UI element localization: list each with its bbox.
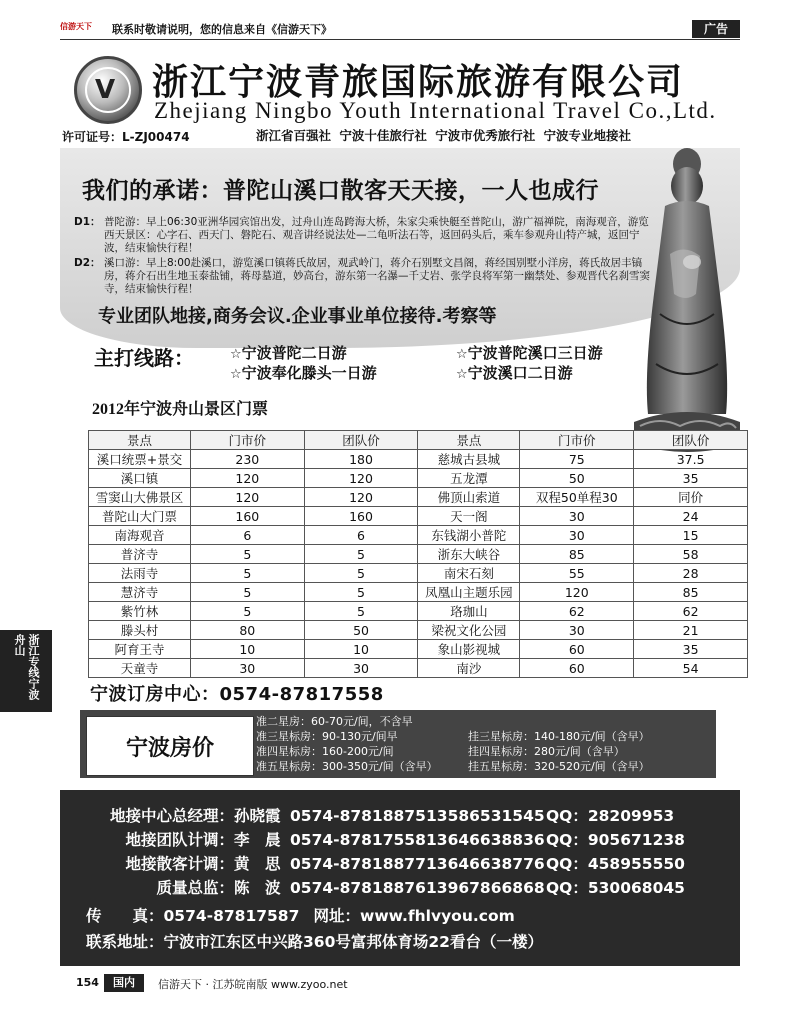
qq-label: QQ： xyxy=(546,807,588,825)
contact-phone: 0574-87818876 xyxy=(290,879,426,897)
scenic-spot-cell: 法雨寺 xyxy=(89,564,191,583)
price-cell: 5 xyxy=(190,564,304,583)
rate-line xyxy=(256,714,712,729)
price-cell: 5 xyxy=(190,583,304,602)
website-label: 网址： xyxy=(313,907,361,925)
contact-name: 李 晨 xyxy=(234,831,281,849)
fax-number: 0574-87817587 xyxy=(163,907,300,925)
price-cell: 15 xyxy=(634,526,748,545)
star-icon: ☆ xyxy=(230,347,242,362)
address-row xyxy=(86,930,543,952)
route-item xyxy=(456,342,603,363)
page-number: 154 xyxy=(76,976,99,989)
table-row xyxy=(89,602,748,621)
price-cell: 160 xyxy=(304,507,418,526)
contact-qq xyxy=(546,876,685,898)
section-tag: 国内 xyxy=(104,974,144,992)
table-row xyxy=(89,659,748,678)
qq-number: 458955550 xyxy=(587,855,685,873)
scenic-spot-cell: 象山影视城 xyxy=(418,640,520,659)
price-cell: 85 xyxy=(634,583,748,602)
scenic-spot-cell: 慧济寺 xyxy=(89,583,191,602)
contact-phone: 0574-87818875 xyxy=(290,807,426,825)
price-cell: 120 xyxy=(304,488,418,507)
page-footer xyxy=(60,974,740,992)
contact-title: 质量总监： xyxy=(156,879,234,897)
price-cell: 30 xyxy=(190,659,304,678)
price-cell: 6 xyxy=(190,526,304,545)
price-cell: 双程50单程30 xyxy=(520,488,634,507)
route-item xyxy=(230,362,377,383)
rate-item: 挂五星标房：320-520元/间（含早） xyxy=(468,760,650,773)
scenic-spot-cell: 雪窦山大佛景区 xyxy=(89,488,191,507)
price-cell: 58 xyxy=(634,545,748,564)
price-cell: 5 xyxy=(304,564,418,583)
scenic-spot-cell: 天一阁 xyxy=(418,507,520,526)
rate-item: 准五星标房：300-350元/间（含早） xyxy=(256,760,438,773)
fax-row xyxy=(86,904,515,926)
price-cell: 160 xyxy=(190,507,304,526)
contact-phone: 0574-87818877 xyxy=(290,855,426,873)
price-cell: 5 xyxy=(304,602,418,621)
price-cell: 6 xyxy=(304,526,418,545)
column-header: 景点 xyxy=(418,431,520,450)
rate-item: 准二星房：60-70元/间，不含早 xyxy=(256,715,413,728)
route-item xyxy=(456,362,573,383)
scenic-spot-cell: 五龙潭 xyxy=(418,469,520,488)
table-row xyxy=(89,507,748,526)
contact-qq xyxy=(546,804,674,826)
price-cell: 10 xyxy=(190,640,304,659)
route-label: 宁波普陀溪口三日游 xyxy=(467,344,603,362)
rate-item: 准三星标房：90-130元/间早 xyxy=(256,730,398,743)
contact-mobile: 13967866868 xyxy=(426,879,545,897)
price-cell: 28 xyxy=(634,564,748,583)
price-cell: 同价 xyxy=(634,488,748,507)
company-honors: 浙江省百强社 宁波十佳旅行社 宁波市优秀旅行社 宁波专业地接社 xyxy=(256,128,632,143)
tickets-title: 2012年宁波舟山景区门票 xyxy=(92,401,269,418)
route-label: 宁波奉化滕头一日游 xyxy=(241,364,377,382)
contact-row xyxy=(86,804,675,826)
price-cell: 120 xyxy=(190,488,304,507)
scenic-spot-cell: 凤凰山主题乐园 xyxy=(418,583,520,602)
price-cell: 120 xyxy=(520,583,634,602)
table-row xyxy=(89,469,748,488)
contact-name: 陈 波 xyxy=(234,879,281,897)
itinerary-day-text: 溪口游：早上8:00赴溪口，游览溪口镇蒋氏故居，观武岭门，蒋介石别墅文昌阁，蒋经国别墅小洋房，蒋氏故居丰镐房，蒋介石出生地玉泰盐铺，蒋母墓道，妙高台，游东第一名瀑—千丈岩、张学良将军第一幽禁处、参观晋代名刹雪窦寺，结束愉快行程！ xyxy=(104,257,650,295)
contact-row xyxy=(86,828,685,850)
route-label: 宁波普陀二日游 xyxy=(241,344,347,362)
price-cell: 62 xyxy=(520,602,634,621)
rate-line xyxy=(256,744,712,759)
scenic-spot-cell: 南宋石刻 xyxy=(418,564,520,583)
publication-info: 信游天下 · 江苏皖南版 www.zyoo.net xyxy=(158,978,348,991)
price-cell: 180 xyxy=(304,450,418,469)
license-number: 许可证号：L-ZJ00474 xyxy=(62,130,190,144)
itinerary-day xyxy=(74,257,654,296)
price-cell: 24 xyxy=(634,507,748,526)
scenic-spot-cell: 溪口镇 xyxy=(89,469,191,488)
table-body xyxy=(89,450,748,678)
star-icon: ☆ xyxy=(230,367,242,382)
scenic-spot-cell: 浙东大峡谷 xyxy=(418,545,520,564)
table-row xyxy=(89,621,748,640)
company-name-en: Zhejiang Ningbo Youth International Travel Co.,Ltd. xyxy=(154,98,717,123)
price-cell: 5 xyxy=(190,602,304,621)
scenic-spot-cell: 普济寺 xyxy=(89,545,191,564)
price-cell: 54 xyxy=(634,659,748,678)
scenic-spot-cell: 慈城古县城 xyxy=(418,450,520,469)
price-cell: 60 xyxy=(520,659,634,678)
itinerary-day xyxy=(74,216,654,255)
price-cell: 50 xyxy=(304,621,418,640)
star-icon: ☆ xyxy=(456,367,468,382)
rate-item: 准四星标房：160-200元/间 xyxy=(256,745,394,758)
price-cell: 5 xyxy=(304,545,418,564)
price-cell: 60 xyxy=(520,640,634,659)
table-row xyxy=(89,526,748,545)
scenic-spot-cell: 梁祝文化公园 xyxy=(418,621,520,640)
top-header xyxy=(60,18,740,40)
price-cell: 30 xyxy=(520,507,634,526)
contact-title: 地接团队计调： xyxy=(125,831,234,849)
rate-line xyxy=(256,729,712,744)
contact-qq xyxy=(546,852,685,874)
qq-number: 905671238 xyxy=(587,831,685,849)
advertisement xyxy=(60,40,740,966)
price-cell: 21 xyxy=(634,621,748,640)
table-row xyxy=(89,488,748,507)
hotel-rates-label: 宁波房价 xyxy=(86,716,254,776)
price-cell: 62 xyxy=(634,602,748,621)
guanyin-statue-image xyxy=(630,144,744,464)
contact-qq xyxy=(546,828,685,850)
scenic-spot-cell: 阿育王寺 xyxy=(89,640,191,659)
logo-glyph: V xyxy=(95,75,116,105)
section-side-tab: 浙江专线宁波舟山 xyxy=(0,630,52,712)
booking-hotline: 宁波订房中心：0574-87817558 xyxy=(90,684,384,705)
hotel-rates-list xyxy=(256,714,712,774)
contact-panel xyxy=(60,790,740,966)
itinerary-day-label: D1： xyxy=(74,216,101,228)
contact-mobile: 13646638836 xyxy=(426,831,545,849)
contact-name: 黄 思 xyxy=(234,855,281,873)
price-cell: 37.5 xyxy=(634,450,748,469)
source-note: 联系时敬请说明，您的信息来自《信游天下》 xyxy=(112,23,332,36)
table-row xyxy=(89,564,748,583)
ad-tag: 广告 xyxy=(692,20,740,38)
rate-line xyxy=(256,759,712,774)
address-label: 联系地址： xyxy=(86,933,164,951)
fax-label: 传 真： xyxy=(86,907,164,925)
table-row xyxy=(89,450,748,469)
scenic-spot-cell: 南沙 xyxy=(418,659,520,678)
price-cell: 120 xyxy=(304,469,418,488)
routes-title: 主打线路： xyxy=(94,346,194,370)
qq-label: QQ： xyxy=(546,855,588,873)
hotel-rates-panel xyxy=(80,710,716,778)
qq-number: 530068045 xyxy=(587,879,685,897)
price-cell: 85 xyxy=(520,545,634,564)
column-header: 团队价 xyxy=(304,431,418,450)
contact-name: 孙晓霞 xyxy=(234,807,281,825)
ticket-price-table xyxy=(88,430,748,678)
company-logo-icon xyxy=(74,56,142,124)
contact-row xyxy=(86,852,685,874)
price-cell: 55 xyxy=(520,564,634,583)
itinerary-day-label: D2： xyxy=(74,257,101,269)
route-label: 宁波溪口二日游 xyxy=(467,364,573,382)
scenic-spot-cell: 紫竹林 xyxy=(89,602,191,621)
scenic-spot-cell: 佛顶山索道 xyxy=(418,488,520,507)
price-cell: 10 xyxy=(304,640,418,659)
table-row xyxy=(89,545,748,564)
column-header: 门市价 xyxy=(520,431,634,450)
route-item xyxy=(230,342,347,363)
price-cell: 35 xyxy=(634,469,748,488)
price-cell: 30 xyxy=(304,659,418,678)
contact-mobile: 13586531545 xyxy=(426,807,545,825)
rate-item: 挂三星标房：140-180元/间（含早） xyxy=(468,730,650,743)
price-cell: 230 xyxy=(190,450,304,469)
scenic-spot-cell: 普陀山大门票 xyxy=(89,507,191,526)
scenic-spot-cell: 东钱湖小普陀 xyxy=(418,526,520,545)
contact-title: 地接中心总经理： xyxy=(109,807,234,825)
promise-headline: 我们的承诺：普陀山溪口散客天天接，一人也成行 xyxy=(82,178,599,204)
website-link[interactable]: www.fhlvyou.com xyxy=(360,907,515,925)
column-header: 门市价 xyxy=(190,431,304,450)
column-header: 景点 xyxy=(89,431,191,450)
column-header: 团队价 xyxy=(634,431,748,450)
qq-label: QQ： xyxy=(546,831,588,849)
company-name-cn: 浙江宁波青旅国际旅游有限公司 xyxy=(152,61,685,103)
table-row xyxy=(89,640,748,659)
contact-row xyxy=(86,876,685,898)
address-value: 宁波市江东区中兴路360号富邦体育场22看台（一楼） xyxy=(163,933,543,951)
contact-title: 地接散客计调： xyxy=(125,855,234,873)
scenic-spot-cell: 南海观音 xyxy=(89,526,191,545)
price-cell: 30 xyxy=(520,526,634,545)
star-icon: ☆ xyxy=(456,347,468,362)
scenic-spot-cell: 滕头村 xyxy=(89,621,191,640)
scenic-spot-cell: 珞珈山 xyxy=(418,602,520,621)
itinerary xyxy=(74,216,654,298)
services-line: 专业团队地接,商务会议.企业事业单位接待.考察等 xyxy=(98,306,497,327)
qq-label: QQ： xyxy=(546,879,588,897)
table-row xyxy=(89,583,748,602)
scenic-spot-cell: 溪口统票+景交 xyxy=(89,450,191,469)
scenic-spot-cell: 天童寺 xyxy=(89,659,191,678)
price-cell: 50 xyxy=(520,469,634,488)
contact-mobile: 13646638776 xyxy=(426,855,545,873)
contact-phone: 0574-87817558 xyxy=(290,831,426,849)
price-cell: 35 xyxy=(634,640,748,659)
itinerary-day-text: 普陀游：早上06:30亚洲华园宾馆出发，过舟山连岛跨海大桥，朱家尖乘快艇至普陀山，游广福禅院，南海观音，游览西天景区：心字石、西天门、磐陀石、观音讲经说法处—二龟听法石等，返回码头后，乘车参观舟山特产城，返回宁波，结束愉快行程！ xyxy=(104,216,649,254)
price-cell: 80 xyxy=(190,621,304,640)
price-cell: 30 xyxy=(520,621,634,640)
price-cell: 5 xyxy=(304,583,418,602)
table-header-row xyxy=(89,431,748,450)
price-cell: 120 xyxy=(190,469,304,488)
price-cell: 75 xyxy=(520,450,634,469)
brand-logo-text: 信游天下 xyxy=(60,22,92,31)
qq-number: 28209953 xyxy=(587,807,675,825)
rate-item: 挂四星标房：280元/间（含早） xyxy=(468,745,625,758)
price-cell: 5 xyxy=(190,545,304,564)
